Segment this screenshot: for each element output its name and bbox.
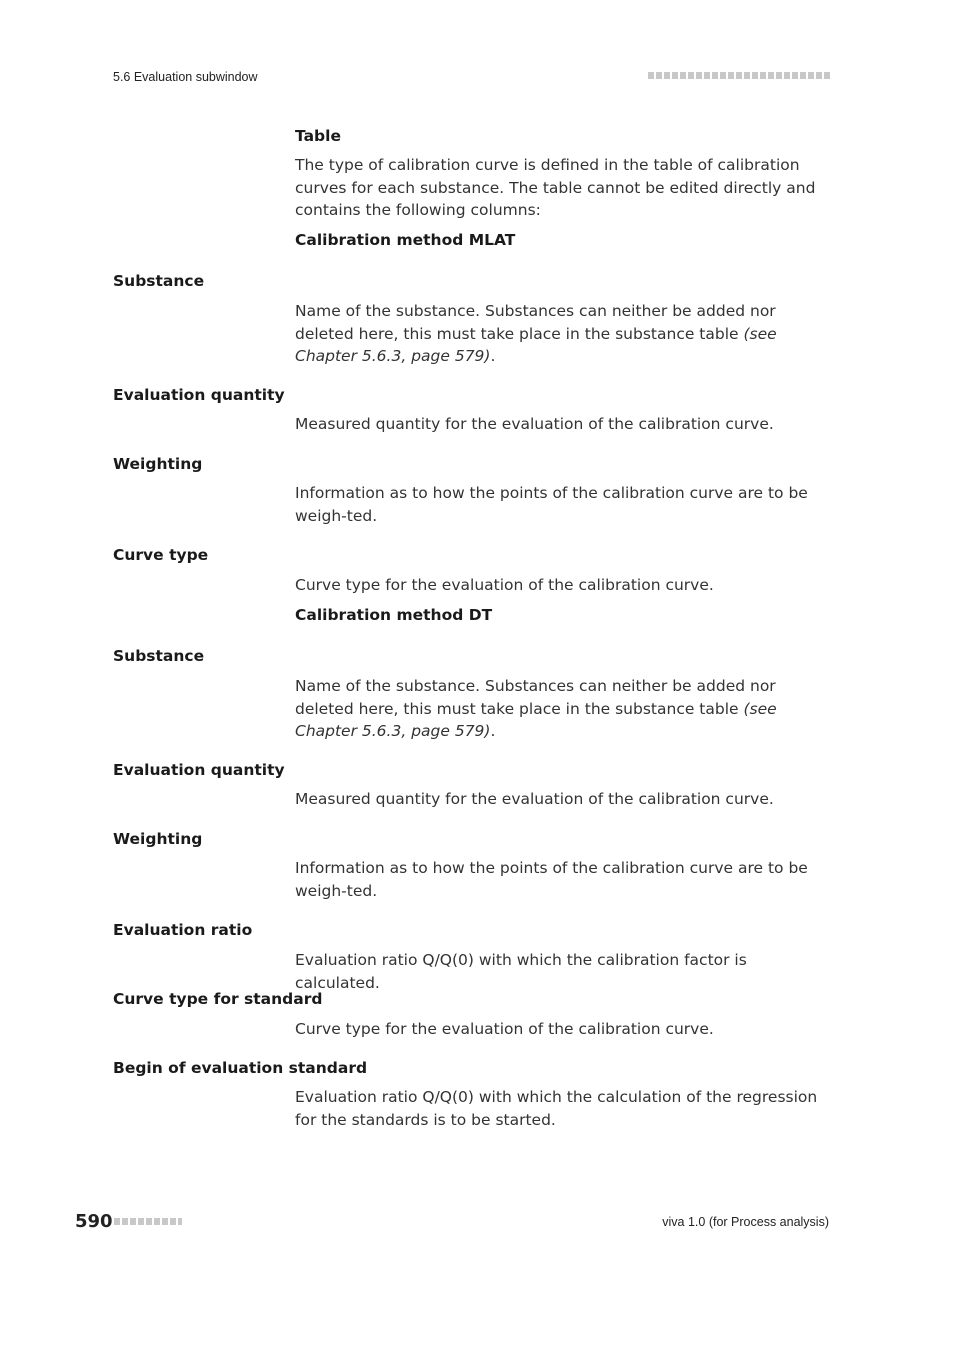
header-decoration: [648, 72, 830, 79]
dt-begin-eval-term: Begin of evaluation standard: [113, 1059, 368, 1077]
dt-begin-eval-desc: Evaluation ratio Q/Q(0) with which the calculation of the regression for the standards is to be started.: [295, 1088, 818, 1129]
table-intro-text: The type of calibration curve is defined in the table of calibration curves for each substance. The table cannot be edited directly and contains the following columns:: [295, 156, 816, 219]
dt-eval-ratio-desc: Evaluation ratio Q/Q(0) with which the calibration factor is calculated.: [295, 951, 747, 992]
dt-substance-ref[interactable]: (see Chapter 5.6.3, page 579): [295, 699, 777, 740]
dt-substance-text: Name of the substance. Substances can neither be added nor deleted here, this must take place in the substance table: [295, 677, 776, 718]
mlat-eval-qty-desc: Measured quantity for the evaluation of the calibration curve.: [295, 415, 774, 433]
dt-eval-qty-term: Evaluation quantity: [113, 761, 285, 779]
dt-substance-term: Substance: [113, 647, 205, 665]
mlat-substance-desc: Name of the substance. Substances can neither be added nor deleted here, this must take place in the substance table (see Chapter 5.6.3, page 579).: [295, 302, 777, 365]
dt-curve-type-std-desc: Curve type for the evaluation of the calibration curve.: [295, 1020, 714, 1038]
mlat-eval-qty-term: Evaluation quantity: [113, 386, 285, 404]
mlat-curve-type-desc: Curve type for the evaluation of the calibration curve.: [295, 576, 714, 594]
mlat-substance-text: Name of the substance. Substances can neither be added nor deleted here, this must take place in the substance table: [295, 302, 776, 343]
dt-eval-qty-desc: Measured quantity for the evaluation of the calibration curve.: [295, 790, 774, 808]
table-heading: Table: [295, 127, 341, 145]
page-number: 590: [75, 1211, 113, 1232]
footer-decoration: [114, 1218, 182, 1225]
mlat-weighting-desc: Information as to how the points of the calibration curve are to be weigh-ted.: [295, 484, 808, 525]
dt-weighting-term: Weighting: [113, 830, 203, 848]
mlat-heading: Calibration method MLAT: [295, 231, 516, 249]
dt-eval-ratio-term: Evaluation ratio: [113, 921, 253, 939]
mlat-substance-ref[interactable]: (see Chapter 5.6.3, page 579): [295, 324, 777, 365]
dt-weighting-desc: Information as to how the points of the calibration curve are to be weigh-ted.: [295, 859, 808, 900]
mlat-substance-term: Substance: [113, 272, 205, 290]
mlat-weighting-term: Weighting: [113, 455, 203, 473]
mlat-curve-type-term: Curve type: [113, 546, 209, 564]
running-header-section: 5.6 Evaluation subwindow: [113, 70, 258, 84]
dt-curve-type-std-term: Curve type for standard: [113, 990, 323, 1008]
dt-substance-desc: Name of the substance. Substances can neither be added nor deleted here, this must take place in the substance table (see Chapter 5.6.3, page 579).: [295, 677, 777, 740]
dt-heading: Calibration method DT: [295, 606, 493, 624]
running-footer-product: viva 1.0 (for Process analysis): [662, 1215, 829, 1229]
